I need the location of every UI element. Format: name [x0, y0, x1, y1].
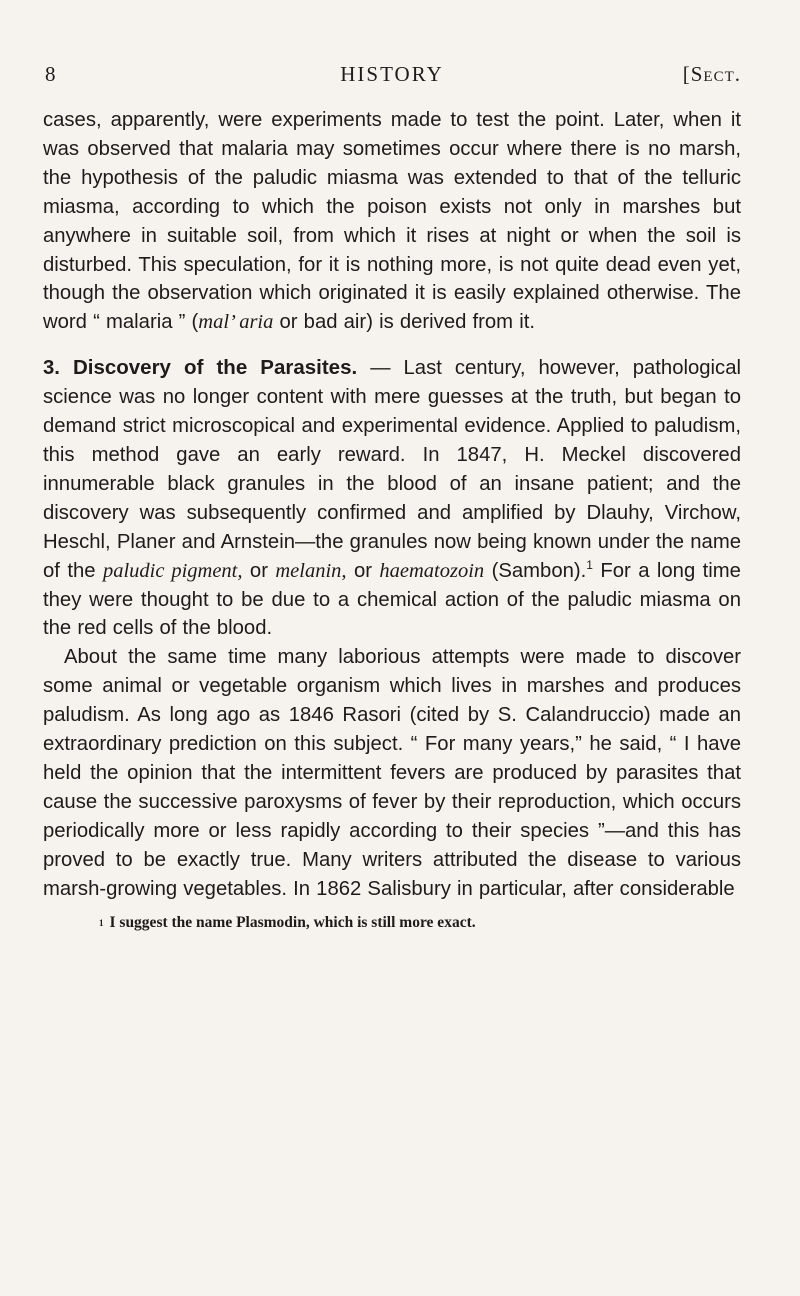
page-number: 8: [45, 62, 57, 86]
paragraph-3: About the same time many laborious attempts were made to discover some animal or vegetable organism which lives in marshes and produces paludism. As long ago as 1846 Rasori (cited by S. Calandruccio) made an extraordinary prediction on this subject. “ For many years,” he said, “ I have held the opinion that the intermittent fevers are produced by parasites that cause the successive paroxysms of fever by their reproduction, which occurs periodically more or less rapidly according to their species ”—and this has proved to be exactly true. Many writers attributed the disease to various marsh-growing vegetables. In 1862 Salisbury in particular, after considerable: [43, 646, 741, 900]
section-text-a: Last century, however, pathological science was no longer content with mere guesses at the truth, but began to demand strict microscopical and experimental evidence. Applied to paludism, this method gave an early reward. In 1847, H. Meckel discovered innumerable black granules in the blood of an insane patient; and the discovery was subsequently confirmed and amplified by Dlauhy, Virchow, Heschl, Planer and Arnstein—the granules now being known under the name of the: [43, 357, 741, 582]
footnote-reference: 1: [586, 557, 593, 572]
paragraph-1-text: cases, apparently, were experiments made to test the point. Later, when it was observed that malaria may sometimes occur where there is no marsh, the hypothesis of the paludic miasma was extended to that of the telluric miasma, according to which the poison exists not only in marshes but anywhere in suitable soil, from which it rises at night or when the soil is disturbed. This speculation, for it is nothing more, is not quite dead even yet, though the observation which originated it is easily explained otherwise. The word “ malaria ” (: [43, 109, 741, 334]
section-text-b: or: [242, 559, 276, 582]
paragraph-1-end: or bad air) is derived from it.: [273, 311, 535, 334]
section-dash: —: [357, 357, 404, 380]
section-text-e: For a long time they were thought to be due to a chemical action of the paludic miasma on the red cells of the blood.: [43, 559, 741, 640]
italic-term-malaria: mal’ aria: [198, 311, 274, 334]
chapter-title: HISTORY: [340, 62, 444, 86]
section-3-paragraph: [43, 354, 741, 643]
book-page: [43, 62, 741, 933]
section-text-c: or: [346, 559, 380, 582]
section-text-d: (Sambon).: [484, 559, 587, 582]
footnote-mark: 1: [99, 918, 104, 929]
running-head: [43, 62, 741, 88]
footnote-text: I suggest the name Plasmodin, which is still more exact.: [109, 914, 476, 932]
italic-term-melanin: melanin,: [275, 559, 347, 582]
section-number: 3.: [43, 357, 60, 380]
footnote: [43, 913, 741, 933]
paragraph-1: [43, 106, 741, 337]
italic-term-haematozoin: haematozoin: [379, 559, 485, 582]
body-text: [43, 106, 741, 903]
italic-term-paludic-pigment: paludic pigment,: [102, 559, 243, 582]
section-marker: [Sect.: [682, 62, 741, 86]
section-heading: Discovery of the Parasites.: [72, 356, 358, 380]
